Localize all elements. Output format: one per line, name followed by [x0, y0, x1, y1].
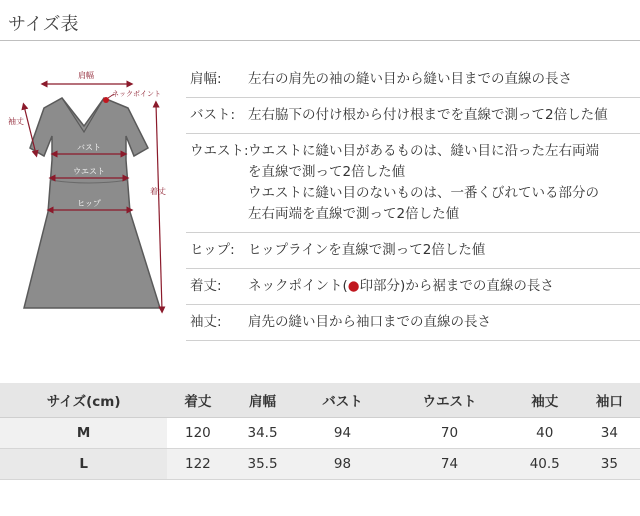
hip-label: ヒップ	[77, 199, 101, 208]
table-cell: 35	[579, 449, 640, 480]
column-header: 袖丈	[511, 383, 579, 418]
page-title: サイズ表	[8, 14, 79, 35]
neckpoint-label: ネックポイント	[112, 90, 161, 98]
table-cell: 122	[167, 449, 228, 480]
definition-text	[248, 276, 640, 297]
table-cell: 70	[388, 418, 510, 449]
size-cell: L	[0, 449, 167, 480]
column-header: サイズ(cm)	[0, 383, 167, 418]
size-cell: M	[0, 418, 167, 449]
definition-text: 左右の肩先の袖の縫い目から縫い目までの直線の長さ	[248, 71, 572, 87]
table-cell: 120	[167, 418, 228, 449]
dress-measurement-diagram	[0, 62, 180, 322]
table-cell: 34.5	[228, 418, 296, 449]
definition-bust	[186, 98, 640, 134]
table-cell: 35.5	[228, 449, 296, 480]
definition-text: 左右両端を直線で測って2倍した値	[248, 206, 460, 222]
measurement-definitions	[186, 62, 640, 341]
definition-sleeve	[186, 305, 640, 341]
definition-text-before: ネックポイント(	[248, 278, 348, 294]
definition-hip	[186, 233, 640, 269]
column-header: ウエスト	[388, 383, 510, 418]
table-cell: 74	[388, 449, 510, 480]
table-cell: 34	[579, 418, 640, 449]
column-header: 肩幅	[228, 383, 296, 418]
column-header: 袖口	[579, 383, 640, 418]
shoulder-label: 肩幅	[78, 71, 94, 80]
red-dot-icon: ●	[347, 278, 360, 294]
size-table	[0, 383, 640, 480]
definition-term: バスト:	[190, 107, 236, 123]
table-cell: 94	[297, 418, 389, 449]
definition-term: ヒップ:	[190, 242, 235, 258]
definition-term: 袖丈:	[190, 314, 222, 330]
bust-label: バスト	[77, 143, 101, 152]
table-cell: 40	[511, 418, 579, 449]
table-cell: 40.5	[511, 449, 579, 480]
column-header: バスト	[297, 383, 389, 418]
length-label: 着丈	[150, 187, 166, 196]
sleeve-label: 袖丈	[8, 117, 24, 126]
column-header: 着丈	[167, 383, 228, 418]
definition-shoulder	[186, 62, 640, 98]
title-divider	[0, 40, 640, 41]
definition-text: を直線で測って2倍した値	[248, 164, 406, 180]
table-cell: 98	[297, 449, 389, 480]
definition-text: ウエストに縫い目があるものは、縫い目に沿った左右両端	[248, 143, 599, 159]
definition-term: 肩幅:	[190, 71, 222, 87]
table-row	[0, 449, 640, 480]
definition-text: 左右脇下の付け根から付け根までを直線で測って2倍した値	[248, 107, 608, 123]
definition-waist	[186, 134, 640, 233]
definition-term: 着丈:	[190, 278, 222, 294]
waist-label: ウエスト	[73, 167, 105, 176]
table-row	[0, 418, 640, 449]
definition-length	[186, 269, 640, 305]
definition-term: ウエスト:	[190, 143, 249, 159]
definition-text: ヒップラインを直線で測って2倍した値	[248, 242, 486, 258]
definition-text: 肩先の縫い目から袖口までの直線の長さ	[248, 314, 491, 330]
definition-text-after: 印部分)から裾までの直線の長さ	[359, 278, 554, 294]
definition-text: ウエストに縫い目のないものは、一番くびれている部分の	[248, 185, 599, 201]
table-header-row	[0, 383, 640, 418]
